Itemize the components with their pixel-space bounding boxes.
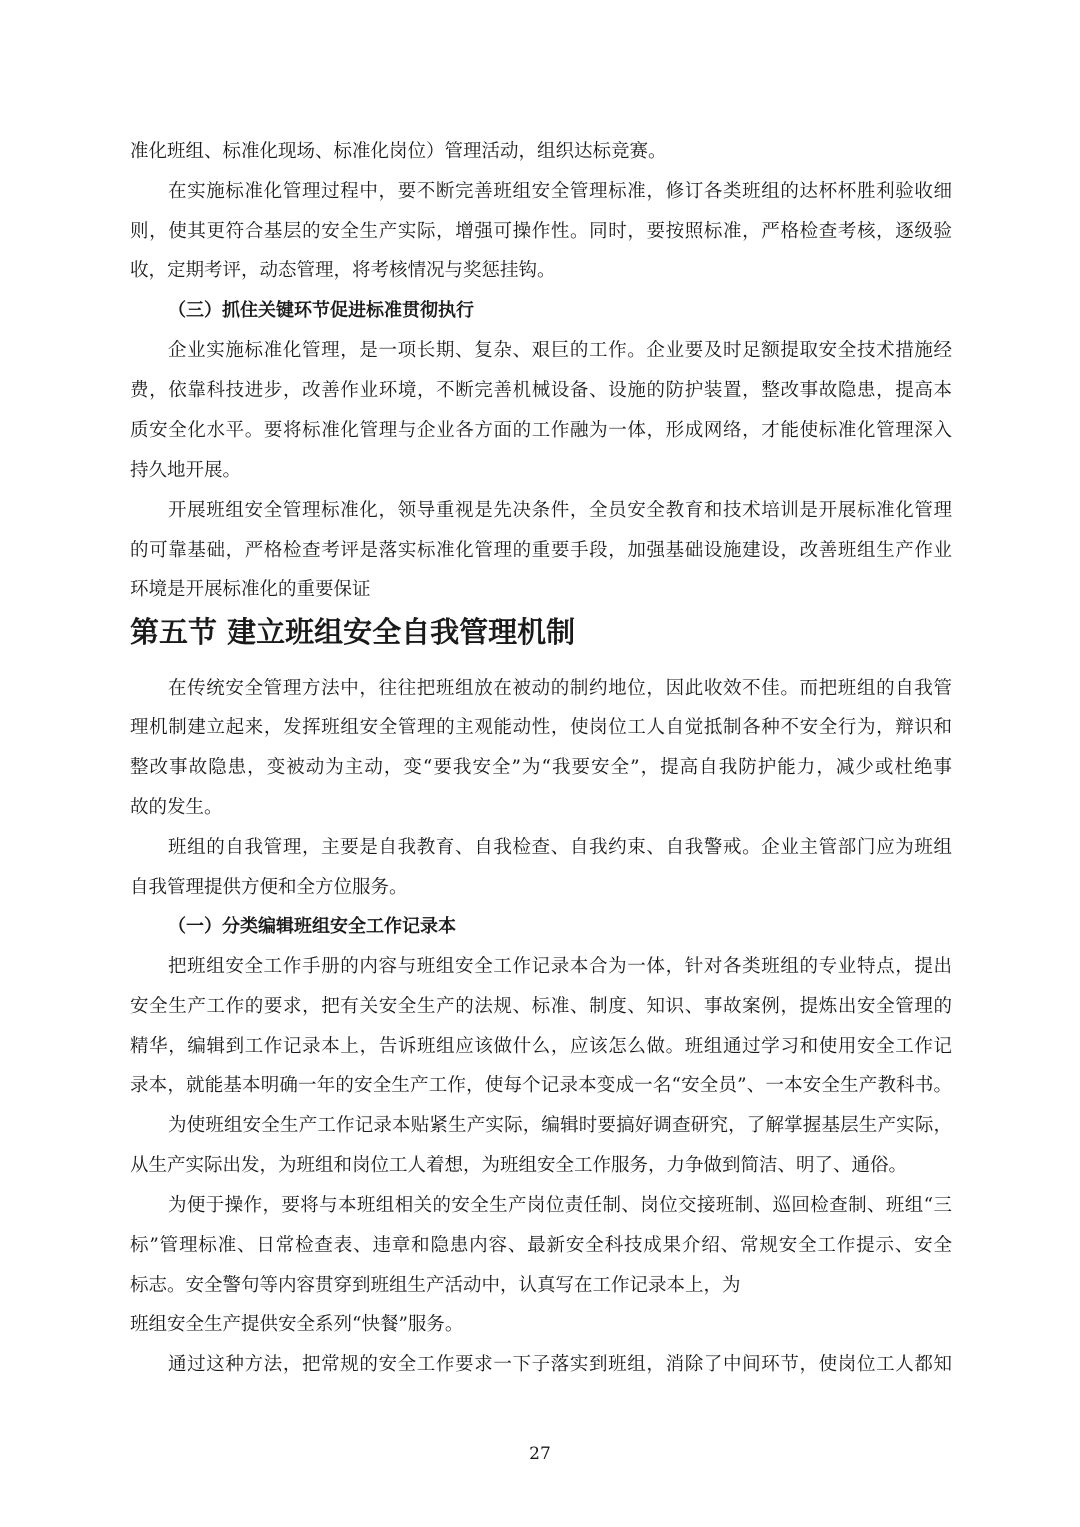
text-line: 把班组安全工作手册的内容与班组安全工作记录本合为一体，针对各类班组的专业特点，提出 bbox=[168, 956, 952, 977]
text-line: 开展班组安全管理标准化，领导重视是先决条件，全员安全教育和技术培训是开展标准化管理 bbox=[168, 500, 952, 521]
text-line: 理机制建立起来，发挥班组安全管理的主观能动性，使岗位工人自觉抵制各种不安全行为，辩识和 bbox=[130, 717, 952, 738]
page-number: 27 bbox=[529, 1444, 551, 1464]
text-line: 班组安全生产提供安全系列“快餐”服务。 bbox=[130, 1314, 464, 1335]
text-line: 在实施标准化管理过程中，要不断完善班组安全管理标准，修订各类班组的达杯杯胜利验收细 bbox=[168, 181, 952, 202]
subheading: （一）分类编辑班组安全工作记录本 bbox=[168, 916, 456, 937]
text-line: 安全生产工作的要求，把有关安全生产的法规、标准、制度、知识、事故案例，提炼出安全管理的 bbox=[130, 996, 952, 1017]
text-line: 标志。安全警句等内容贯穿到班组生产活动中，认真写在工作记录本上，为 bbox=[130, 1275, 741, 1296]
subheading: （三）抓住关键环节促进标准贯彻执行 bbox=[168, 300, 474, 321]
text-line: 班组的自我管理，主要是自我教育、自我检查、自我约束、自我警戒。企业主管部门应为班组 bbox=[168, 837, 952, 858]
text-line: 录本，就能基本明确一年的安全生产工作，使每个记录本变成一名“安全员”、一本安全生产教科书。 bbox=[130, 1075, 952, 1096]
text-line: 则，使其更符合基层的安全生产实际，增强可操作性。同时，要按照标准，严格检查考核，逐级验 bbox=[130, 221, 952, 242]
text-line: 故的发生。 bbox=[130, 797, 223, 818]
text-line: 持久地开展。 bbox=[130, 460, 242, 481]
text-line: 的可靠基础，严格检查考评是落实标准化管理的重要手段，加强基础设施建设，改善班组生产作业 bbox=[130, 540, 952, 561]
text-line: 整改事故隐患，变被动为主动，变“要我安全”为“我要安全”，提高自我防护能力，减少或杜绝事 bbox=[130, 757, 952, 778]
text-line: 标”管理标准、日常检查表、违章和隐患内容、最新安全科技成果介绍、常规安全工作提示、安全 bbox=[130, 1235, 952, 1256]
text-line: 为便于操作，要将与本班组相关的安全生产岗位责任制、岗位交接班制、巡回检查制、班组“三 bbox=[168, 1195, 952, 1216]
text-line: 精华，编辑到工作记录本上，告诉班组应该做什么，应该怎么做。班组通过学习和使用安全工作记 bbox=[130, 1036, 952, 1057]
text-line: 在传统安全管理方法中，往往把班组放在被动的制约地位，因此收效不佳。而把班组的自我管 bbox=[168, 678, 952, 699]
text-line: 收，定期考评，动态管理，将考核情况与奖惩挂钩。 bbox=[130, 260, 556, 281]
text-line: 质安全化水平。要将标准化管理与企业各方面的工作融为一体，形成网络，才能使标准化管理深入 bbox=[130, 420, 952, 441]
text-line: 从生产实际出发，为班组和岗位工人着想，为班组安全工作服务，力争做到简洁、明了、通俗。 bbox=[130, 1155, 908, 1176]
text-line: 通过这种方法，把常规的安全工作要求一下子落实到班组，消除了中间环节，使岗位工人都知 bbox=[168, 1354, 952, 1375]
text-line: 自我管理提供方便和全方位服务。 bbox=[130, 877, 408, 898]
text-line: 企业实施标准化管理，是一项长期、复杂、艰巨的工作。企业要及时足额提取安全技术措施经 bbox=[168, 340, 952, 361]
text-line: 环境是开展标准化的重要保证 bbox=[130, 579, 371, 600]
text-line: 为使班组安全生产工作记录本贴紧生产实际，编辑时要搞好调查研究，了解掌握基层生产实际， bbox=[168, 1115, 952, 1136]
text-line: 准化班组、标准化现场、标准化岗位）管理活动，组织达标竞赛。 bbox=[130, 141, 667, 162]
section-heading: 第五节 建立班组安全自我管理机制 bbox=[130, 615, 576, 649]
text-line: 费，依靠科技进步，改善作业环境，不断完善机械设备、设施的防护装置，整改事故隐患，提高本 bbox=[130, 380, 952, 401]
